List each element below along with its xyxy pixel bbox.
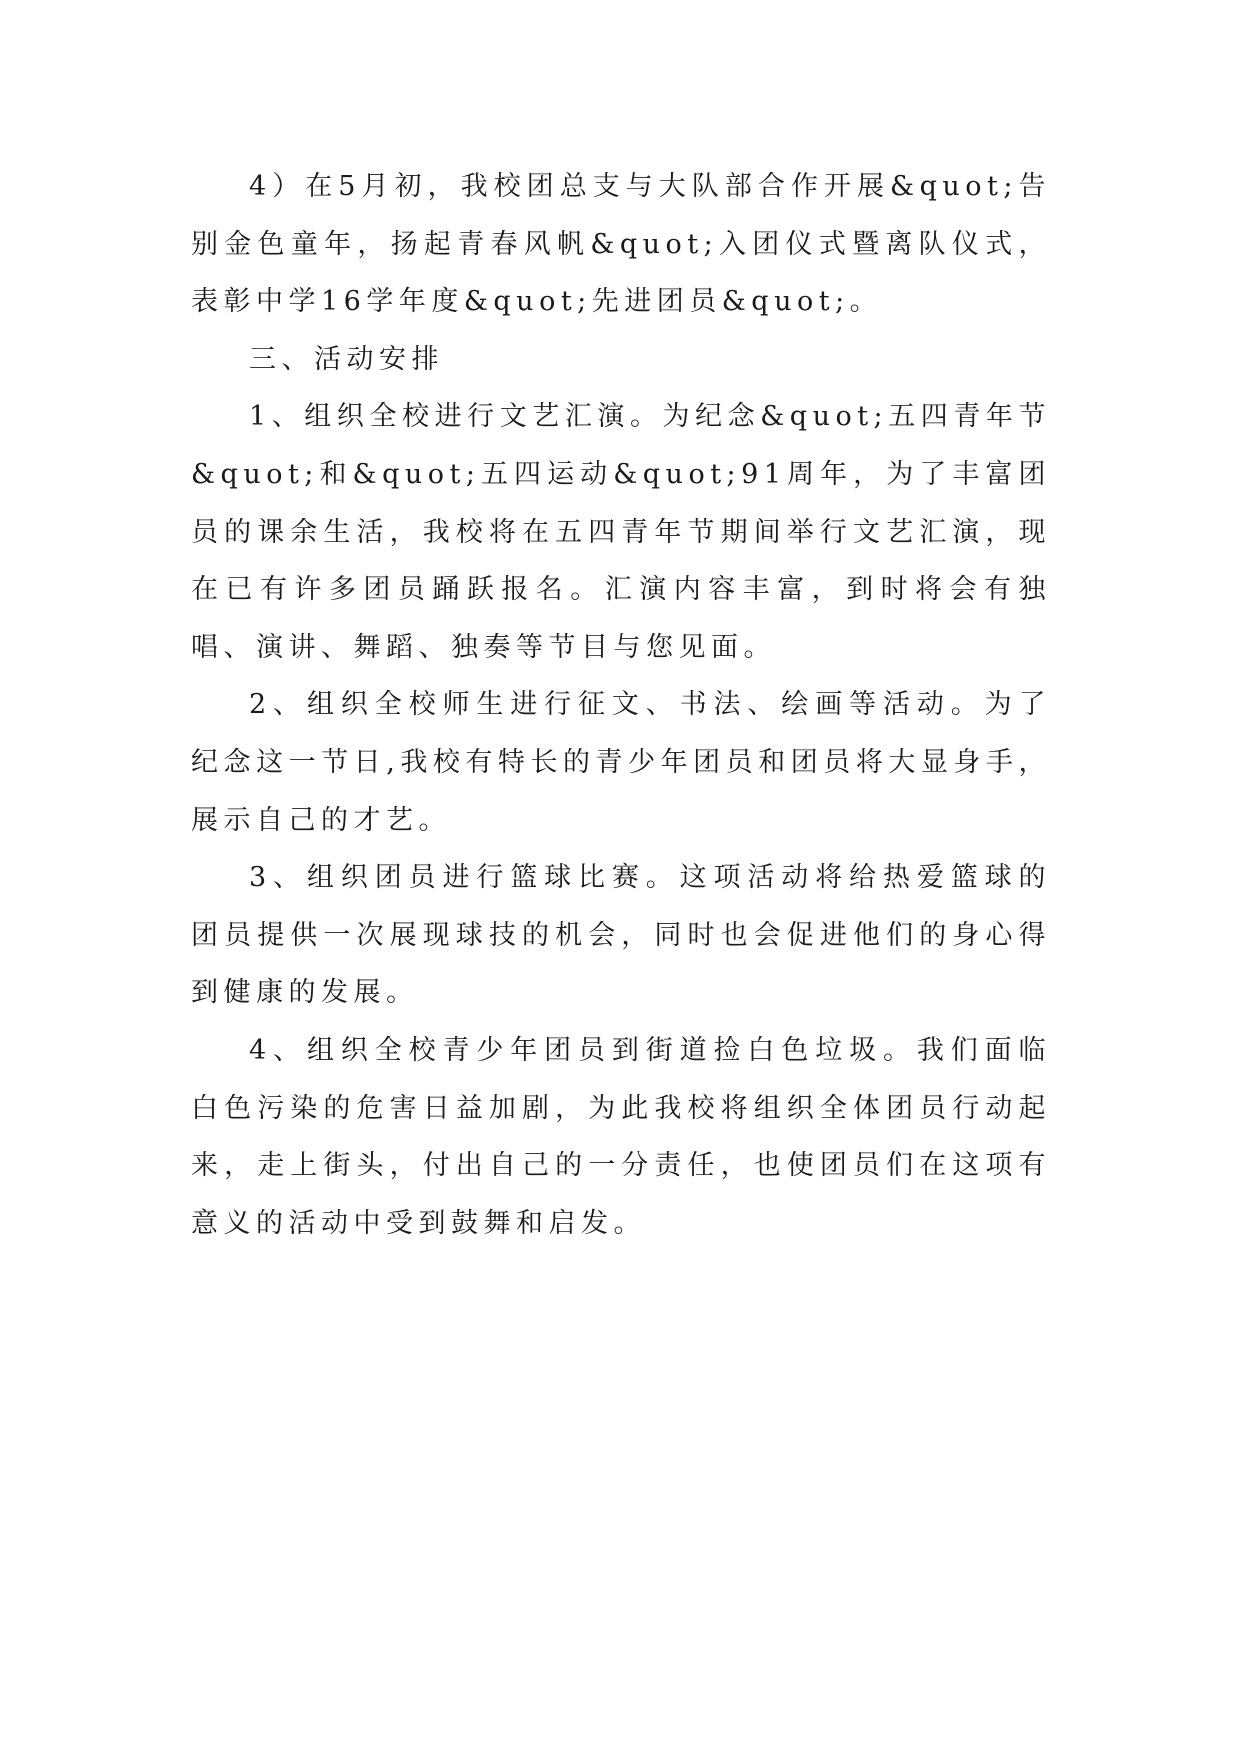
paragraph-activity-1-performance: 1、组织全校进行文艺汇演。为纪念&quot;五四青年节&quot;和&quot;五四运动&quot;91周年，为了丰富团员的课余生活，我校将在五四青年节期间举行文艺汇演，现在已有许多团员踊跃报名。汇演内容丰富，到时将会有独唱、演讲、舞蹈、独奏等节目与您见面。 xyxy=(191,401,1051,663)
section-heading-activity-arrangement: 三、活动安排 xyxy=(249,343,444,375)
document-body xyxy=(191,158,1051,1252)
paragraph-activity-4-cleanup: 4、组织全校青少年团员到街道捡白色垃圾。我们面临白色污染的危害日益加剧，为此我校将组织全体团员行动起来，走上街头，付出自己的一分责任，也使团员们在这项有意义的活动中受到鼓舞和启发。 xyxy=(191,1034,1051,1239)
paragraph-activity-3-basketball: 3、组织团员进行篮球比赛。这项活动将给热爱篮球的团员提供一次展现球技的机会，同时也会促进他们的身心得到健康的发展。 xyxy=(191,862,1051,1009)
paragraph-item-4-ceremony: 4）在5月初，我校团总支与大队部合作开展&quot;告别金色童年，扬起青春风帆&quot;入团仪式暨离队仪式，表彰中学16学年度&quot;先进团员&quot;。 xyxy=(191,171,1051,318)
paragraph-activity-2-essay-art: 2、组织全校师生进行征文、书法、绘画等活动。为了纪念这一节日,我校有特长的青少年团员和团员将大显身手，展示自己的才艺。 xyxy=(191,689,1051,836)
